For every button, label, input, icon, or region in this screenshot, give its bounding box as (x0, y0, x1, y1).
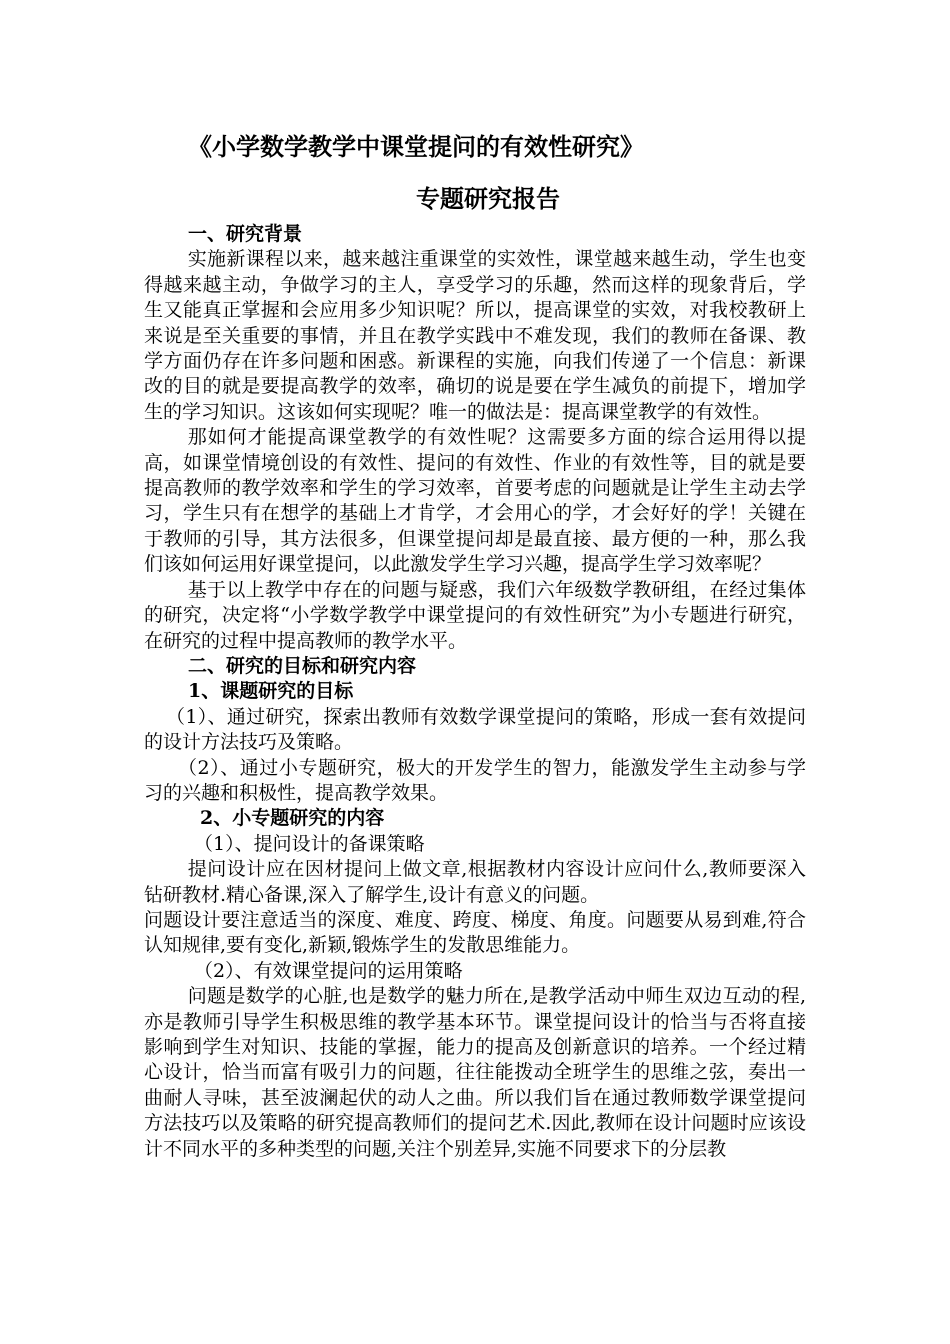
section-heading-goals-content: 二、研究的目标和研究内容 (188, 654, 417, 677)
section-heading-background: 一、研究背景 (188, 223, 303, 245)
document-body (144, 222, 806, 1162)
goal-item: （2）、通过小专题研究，极大的开发学生的智力，能激发学生主动参与学习的兴趣和积极性，提高教学效果。 (144, 756, 806, 804)
paragraph: 实施新课程以来，越来越注重课堂的实效性，课堂越来越生动，学生也变得越来越主动，争做学习的主人，享受学习的乐趣，然而这样的现象背后，学生又能真正掌握和会应用多少知识呢？所以，提高课堂的实效，对我校教研上来说是至关重要的事情，并且在教学实践中不难发现，我们的教师在备课、教学方面仍存在许多问题和困惑。新课程的实施，向我们传递了一个信息：新课改的目的就是要提高教学的效率，确切的说是要在学生减负的前提下，增加学生的学习知识。这该如何实现呢？唯一的做法是：提高课堂教学的有效性。 (144, 248, 806, 423)
paragraph: 问题是数学的心脏,也是数学的魅力所在,是教学活动中师生双边互动的程,亦是教师引导学生积极思维的教学基本环节。课堂提问设计的恰当与否将直接影响到学生对知识、技能的掌握，能力的提高及创新意识的培养。一个经过精心设计，恰当而富有吸引力的问题，往往能拨动全班学生的思维之弦，奏出一曲耐人寻味，甚至波澜起伏的动人之曲。所以我们旨在通过教师数学课堂提问方法技巧以及策略的研究提高教师们的提问艺术.因此,教师在设计问题时应该设计不同水平的多种类型的问题,关注个别差异,实施不同要求下的分层教 (144, 985, 806, 1160)
paragraph: 提问设计应在因材提问上做文章,根据教材内容设计应问什么,教师要深入钻研教材.精心备课,深入了解学生,设计有意义的问题。 (144, 858, 806, 906)
item-heading-prep-strategy: （1）、提问设计的备课策略 (194, 832, 425, 855)
paragraph: 问题设计要注意适当的深度、难度、跨度、梯度、角度。问题要从易到难,符合认知规律,要有变化,新颖,锻炼学生的发散思维能力。 (144, 908, 806, 957)
document-title: 《小学数学教学中课堂提问的有效性研究》 (188, 132, 644, 161)
item-heading-usage-strategy: （2）、有效课堂提问的运用策略 (194, 959, 463, 982)
subsection-heading-content: 2、小专题研究的内容 (200, 807, 385, 830)
paragraph: 那如何才能提高课堂教学的有效性呢？这需要多方面的综合运用得以提高，如课堂情境创设的有效性、提问的有效性、作业的有效性等，目的就是要提高教师的教学效率和学生的学习效率，首要考虑的问题就是让学生主动去学习，学生只有在想学的基础上才肯学，才会用心的学，才会好好的学！关键在于教师的引导，其方法很多，但课堂提问却是最直接、最方便的一种，那么我们该如何运用好课堂提问，以此激发学生学习兴趣，提高学生学习效率呢？ (144, 426, 806, 576)
document-subtitle: 专题研究报告 (416, 184, 560, 213)
subsection-heading-goals: 1、课题研究的目标 (188, 680, 354, 703)
paragraph: 基于以上教学中存在的问题与疑惑，我们六年级数学教研组，在经过集体的研究，决定将“小学数学教学中课堂提问的有效性研究”为小专题进行研究，在研究的过程中提高教师的教学水平。 (144, 578, 806, 652)
goal-item: （1）、通过研究，探索出教师有效数学课堂提问的策略，形成一套有效提问的设计方法技巧及策略。 (144, 705, 806, 754)
